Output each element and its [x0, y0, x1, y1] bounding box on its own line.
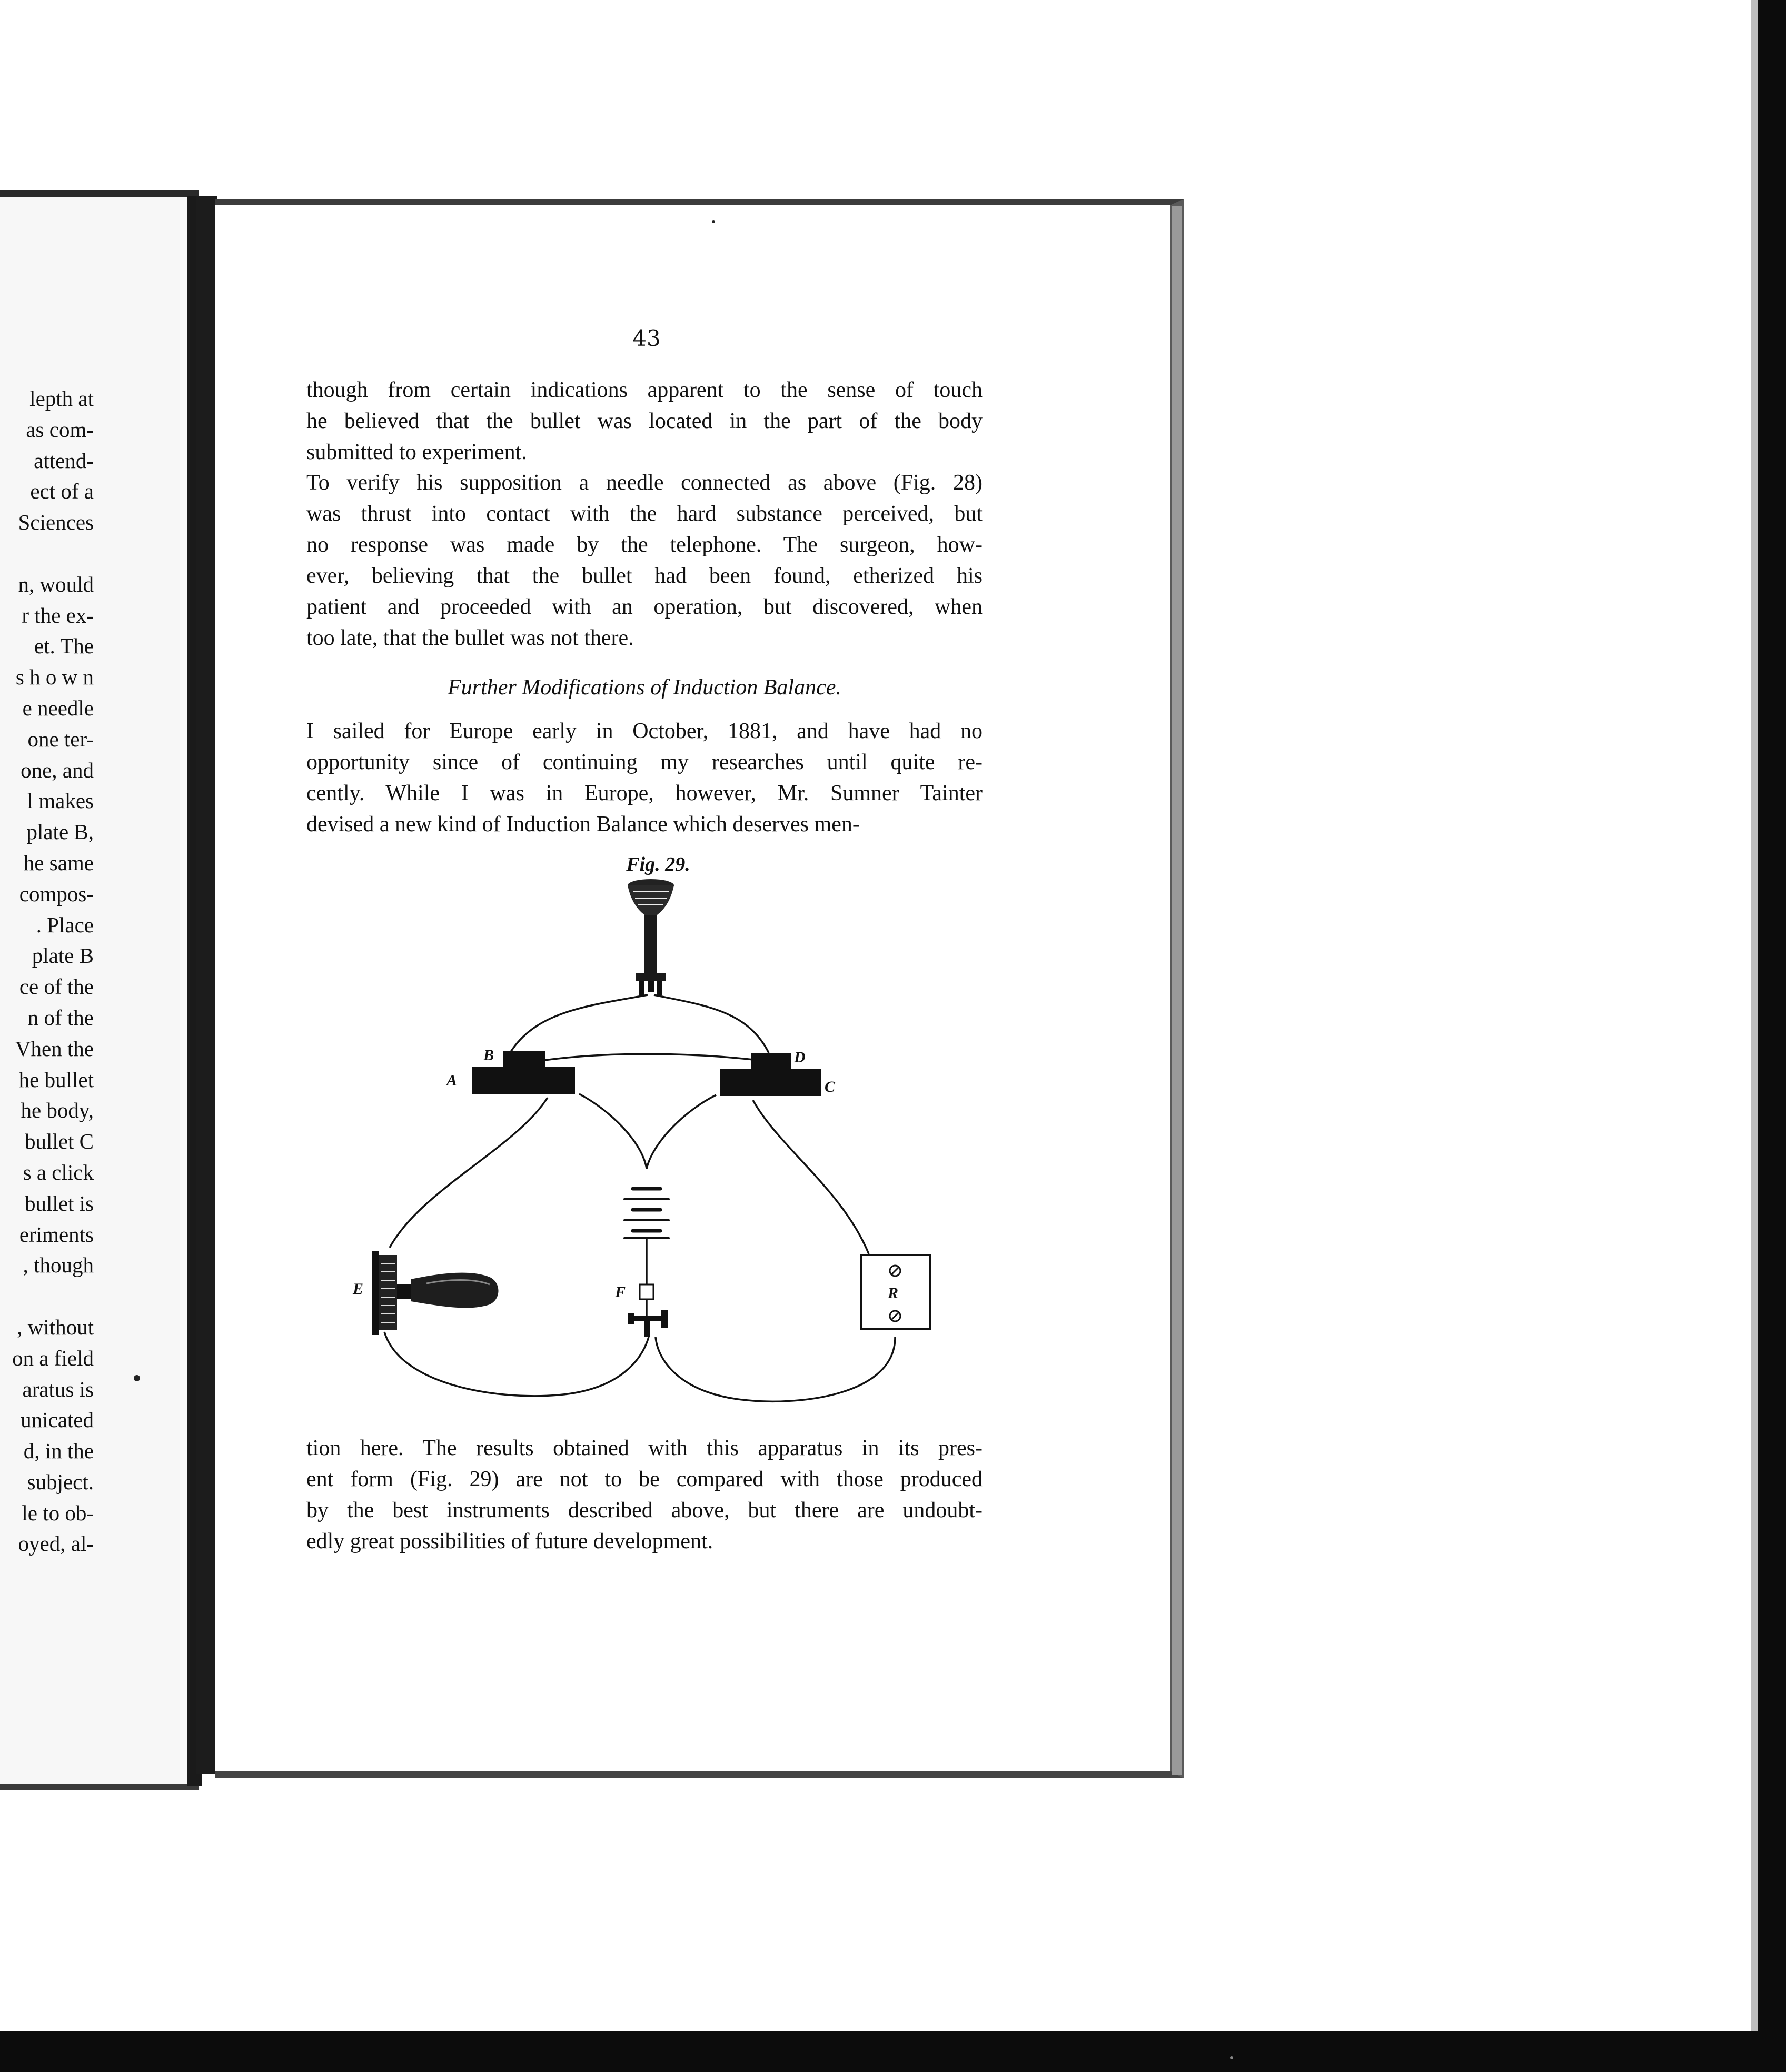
left-page-line: as com- [26, 417, 94, 442]
paragraph-2 [306, 467, 983, 654]
wire-A-to-E [390, 1098, 548, 1248]
text-line: devised a new kind of Induction Balance which deserves men- [306, 812, 860, 836]
paragraph-1 [306, 375, 983, 468]
left-page-line: bullet C [25, 1129, 94, 1154]
left-page-line: on a field [12, 1346, 94, 1370]
left-page-line: he body, [21, 1098, 94, 1123]
text-line: To verify his supposition a needle connected as above (Fig. 28) [306, 471, 983, 495]
left-page-line [0, 538, 94, 569]
interrupter-R-icon [861, 1255, 930, 1329]
text-line: by the best instruments described above, but there are undoubt- [306, 1498, 983, 1522]
left-page-line: plate B, [26, 820, 94, 844]
text-line: no response was made by the telephone. The surgeon, how- [306, 533, 983, 557]
left-page-line: ce of the [19, 974, 94, 999]
key-F-icon [614, 1283, 668, 1337]
left-page-line: s h o w n [15, 665, 94, 690]
wire-telephone-to-C [654, 995, 769, 1053]
left-page-line: one ter- [27, 726, 94, 751]
wire-R-to-key [656, 1337, 895, 1401]
text-line: ever, believing that the bullet had been found, etherized his [306, 564, 983, 588]
left-page-line: e needle [22, 695, 94, 720]
left-page-line: one, and [21, 758, 94, 782]
wire-C-to-R [753, 1100, 869, 1254]
left-page-line: l makes [27, 789, 94, 813]
text-line: submitted to experiment. [306, 440, 527, 464]
left-page-line [0, 1281, 94, 1312]
text-line: too late, that the bullet was not there. [306, 626, 634, 650]
section-heading: Further Modifications of Induction Balance. [448, 675, 841, 700]
left-page-line: he bullet [18, 1067, 94, 1092]
paragraph-4 [306, 1433, 983, 1557]
svg-text:E: E [353, 1280, 364, 1298]
left-page-line: n, would [18, 572, 94, 596]
left-page-line: bullet is [25, 1191, 94, 1216]
svg-text:B: B [483, 1047, 494, 1064]
svg-text:C: C [825, 1078, 836, 1095]
probe-handle-E-icon [352, 1251, 499, 1335]
svg-text:F: F [615, 1283, 626, 1301]
svg-text:A: A [446, 1072, 458, 1089]
coil-A-B-icon [445, 1047, 575, 1094]
text-line: tion here. The results obtained with this apparatus in its pres- [306, 1436, 983, 1460]
left-page-line: Sciences [18, 510, 94, 535]
battery-icon [624, 1189, 669, 1238]
book-spine [196, 196, 217, 1774]
left-page-line: lepth at [29, 386, 94, 411]
text-line: cently. While I was in Europe, however, Mr. Sumner Tainter [306, 781, 983, 805]
left-page-line: Vhen the [15, 1036, 94, 1061]
induction-balance-diagram [337, 874, 969, 1432]
scan-speck [134, 1375, 140, 1381]
left-page-line: le to ob- [22, 1500, 94, 1525]
left-page-line: r the ex- [22, 603, 94, 627]
wire-C-to-battery [647, 1095, 716, 1169]
left-page-line: aratus is [22, 1377, 94, 1401]
left-page-line: attend- [34, 448, 94, 473]
left-page-line: s a click [23, 1160, 94, 1184]
left-page-line: , without [17, 1314, 94, 1339]
coil-C-D-icon [720, 1049, 836, 1096]
wire-telephone-to-A [511, 995, 648, 1052]
wire-E-to-key [384, 1332, 649, 1396]
left-page-line: et. The [34, 634, 94, 659]
left-page-line: plate B [32, 943, 94, 968]
left-page-line: ect of a [30, 479, 94, 504]
text-line: edly great possibilities of future development. [306, 1529, 713, 1553]
scanner-bottom-band [0, 2031, 1786, 2072]
paragraph-3 [306, 716, 983, 840]
scanner-right-edge [1758, 0, 1786, 2031]
scan-speck [712, 220, 715, 223]
left-page-line: eriments [19, 1222, 94, 1247]
left-page-line: he same [23, 850, 94, 875]
left-page-line: unicated [21, 1408, 94, 1432]
scan-speck [1230, 2056, 1233, 2059]
left-page-line: oyed, al- [18, 1531, 94, 1556]
figure-caption: Fig. 29. [626, 853, 690, 875]
left-page-line: d, in the [23, 1439, 94, 1463]
left-page-text [0, 383, 94, 1559]
wire-B-to-D [537, 1054, 758, 1061]
left-page-line: . Place [36, 912, 94, 937]
wire-A-to-battery [579, 1094, 647, 1169]
left-page-line: compos- [19, 881, 94, 906]
svg-text:R: R [888, 1284, 899, 1302]
text-line: opportunity since of continuing my researches until quite re- [306, 750, 983, 774]
telephone-receiver-icon [628, 879, 674, 995]
svg-text:D: D [794, 1049, 806, 1066]
left-page-line: , though [23, 1253, 94, 1278]
right-page-edge-shadow [1172, 206, 1182, 1775]
text-line: I sailed for Europe early in October, 1881, and have had no [306, 719, 983, 743]
left-page-line: subject. [27, 1469, 94, 1494]
text-line: ent form (Fig. 29) are not to be compared with those produced [306, 1467, 983, 1491]
text-line: he believed that the bullet was located in the part of the body [306, 409, 983, 433]
page-number: 43 [632, 325, 661, 351]
text-line: was thrust into contact with the hard substance perceived, but [306, 502, 983, 526]
text-line: though from certain indications apparent to the sense of touch [306, 378, 983, 402]
left-page-line: n of the [27, 1005, 94, 1030]
text-line: patient and proceeded with an operation, but discovered, when [306, 595, 983, 619]
